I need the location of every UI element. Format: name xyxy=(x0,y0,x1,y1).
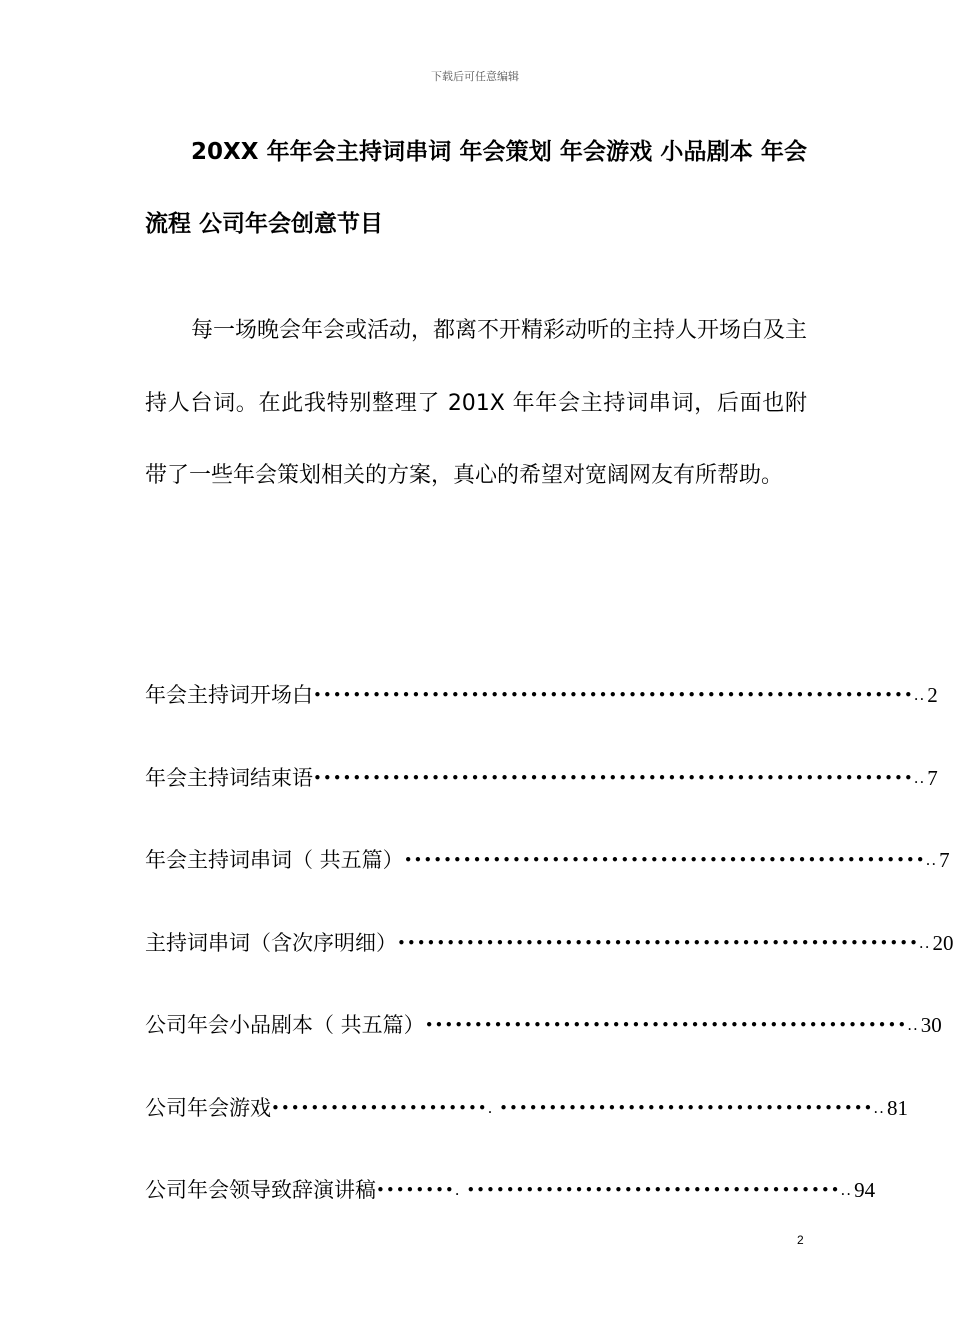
toc-entry-opening[interactable] xyxy=(145,672,938,755)
toc-page-number: 20 xyxy=(932,930,953,955)
toc-entry-label: 主持词串词（含次序明细） xyxy=(145,930,397,955)
toc-entry-skits[interactable] xyxy=(145,1002,942,1085)
toc-leader-dots: •••••••••••••••••••••••••••••••••••••••••••••••••••••.. xyxy=(397,933,931,952)
toc-page-number: 81 xyxy=(886,1095,908,1120)
toc-page-number: 7 xyxy=(939,848,950,872)
toc-page-number: 94 xyxy=(854,1178,876,1202)
toc-page-number: 7 xyxy=(927,765,938,790)
header-note: 下载后可任意编辑 xyxy=(431,70,519,83)
page-number: 2 xyxy=(797,1233,804,1247)
document-title: 20XX 年年会主持词串词 年会策划 年会游戏 小品剧本 年会流程 公司年会创意节目 xyxy=(145,139,807,237)
toc-leader-dots: ••••••••••••••••••••••. ••••••••••••••••••••••••••••••••••••••.. xyxy=(271,1098,885,1117)
toc-entry-games[interactable] xyxy=(145,1085,908,1168)
toc-entry-leader-speech[interactable] xyxy=(145,1167,876,1250)
toc-entry-label: 年会主持词串词（ 共五篇） xyxy=(145,848,404,872)
toc-leader-dots: •••••••••••••••••••••••••••••••••••••••••••••••••••••••••••••.. xyxy=(313,686,926,704)
toc-leader-dots: ••••••••. ••••••••••••••••••••••••••••••••••••••.. xyxy=(376,1181,853,1199)
toc-entry-label: 公司年会小品剧本（ 共五篇） xyxy=(145,1013,425,1037)
toc-entry-closing[interactable] xyxy=(145,755,938,838)
toc-page-number: 30 xyxy=(920,1013,942,1037)
toc-leader-dots: •••••••••••••••••••••••••••••••••••••••••••••••••••••••••••••.. xyxy=(313,768,926,787)
toc-entry-label: 公司年会领导致辞演讲稿 xyxy=(145,1178,376,1202)
toc-page-number: 2 xyxy=(927,683,938,707)
intro-paragraph: 每一场晚会年会或活动，都离不开精彩动听的主持人开场白及主持人台词。在此我特别整理了 201X 年年会主持词串词，后面也附带了一些年会策划相关的方案，真心的希望对宽阔网友有所帮助。 xyxy=(145,318,808,488)
toc-entry-host-scripts[interactable] xyxy=(145,837,950,920)
toc-entry-program-order[interactable] xyxy=(145,920,953,1003)
toc-leader-dots: •••••••••••••••••••••••••••••••••••••••••••••••••.. xyxy=(424,1016,919,1034)
toc-entry-label: 公司年会游戏 xyxy=(145,1095,271,1120)
table-of-contents xyxy=(145,672,953,1250)
toc-entry-label: 年会主持词开场白 xyxy=(145,683,313,707)
toc-entry-label: 年会主持词结束语 xyxy=(145,765,313,790)
toc-leader-dots: •••••••••••••••••••••••••••••••••••••••••••••••••••••.. xyxy=(403,851,938,869)
